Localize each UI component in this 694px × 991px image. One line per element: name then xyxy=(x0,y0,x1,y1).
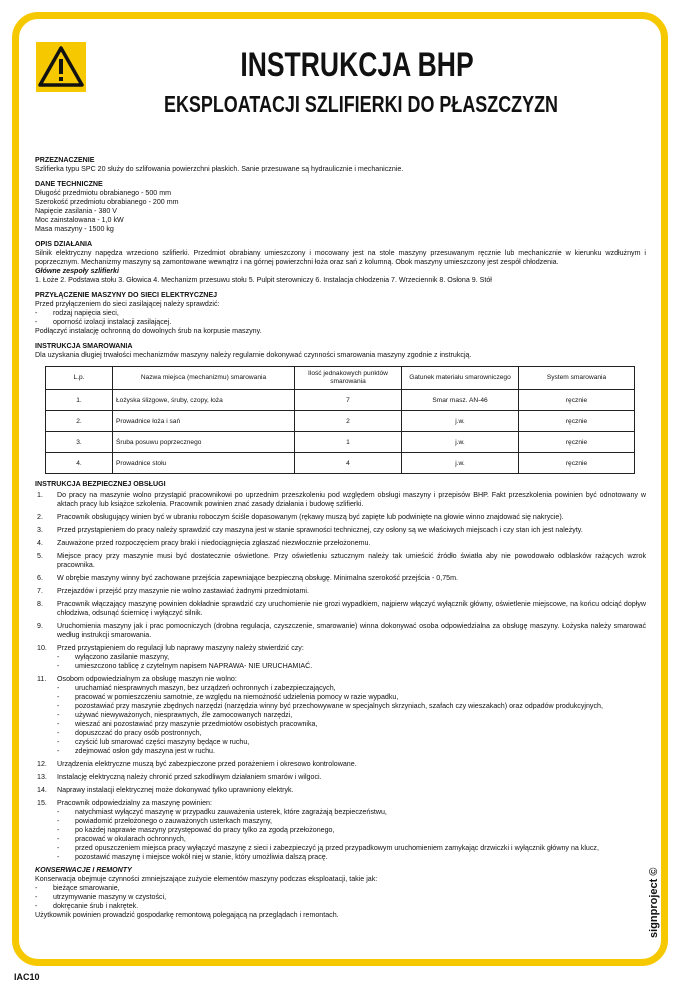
rule-item: 12. Urządzenia elektryczne muszą być zabezpieczone przed porażeniem i okresowo kontrolowane. xyxy=(37,760,357,768)
table-cell: 2. xyxy=(46,411,113,432)
section-heading: INSTRUKCJA BEZPIECZNEJ OBSŁUGI xyxy=(35,480,166,488)
paragraph: Podłączyć instalację ochronną do dowolnych śrub na korpusie maszyny. xyxy=(35,327,262,335)
paragraph: 1. Łoże 2. Podstawa stołu 3. Głowica 4. Mechanizm przesuwu stołu 5. Pulpit sterowniczy 6. Instalacja chłodzenia 7. Wrzeciennik 8. Osłona 9. Stół xyxy=(35,276,492,284)
table-cell: 1. xyxy=(46,390,113,411)
paragraph: Konserwacja obejmuje czynności zmniejszające zużycie elementów maszyny podczas eksploatacji, takie jak: xyxy=(35,875,378,883)
rule-item: 1. Do pracy na maszynie wolno przystąpić pracownikowi po uprzednim przeszkoleniu pod względem obsługi maszyny i przepisów BHP. Fakt przeszkolenia powinien być odnotowany w aktach pracy lub książce szkolenia. Pracownik powinien znać zasady działania i budowę szlifierki. xyxy=(37,491,646,508)
table-cell: 1 xyxy=(295,432,402,453)
table-cell: Prowadnice stołu xyxy=(113,453,295,474)
instruction-body xyxy=(35,150,646,920)
brand-label: signproject © xyxy=(648,867,660,938)
list-item: - wyłączono zasilanie maszyny, xyxy=(57,653,646,662)
section-heading: DANE TECHNICZNE xyxy=(35,180,103,188)
list-item: - przed opuszczeniem miejsca pracy wyłączyć maszynę z sieci i zabezpieczyć ją przed przypadkowym uruchomieniem zamykając drzwiczki i wyłącznik główny na klucz, xyxy=(57,844,646,853)
list-item: - rodzaj napięcia sieci, xyxy=(35,309,646,318)
table-cell: 4 xyxy=(295,453,402,474)
paragraph: Silnik elektryczny napędza wrzeciono szlifierki. Przedmiot obrabiany umieszczony i mocowany jest na stole maszyny przesuwanym ręcznie lub mechanicznie w kierunku wzdłużnym i poprzecznym. Mechanizmy maszyny są zamontowane wewnątrz i na górnej powierzchni łoża oraz sań z kolumną. Obok maszyny umieszczony jest zespół chłodzenia. xyxy=(35,249,646,266)
table-cell: Smar masz. AN-46 xyxy=(402,390,519,411)
table-cell: ręcznie xyxy=(519,411,635,432)
table-cell: j.w. xyxy=(402,411,519,432)
paragraph: Szlifierka typu SPC 20 służy do szlifowania powierzchni płaskich. Sanie przesuwane są hydraulicznie i mechanicznie. xyxy=(35,165,404,173)
paragraph: Przed przyłączeniem do sieci zasilającej należy sprawdzić: xyxy=(35,300,220,308)
table-cell: 3. xyxy=(46,432,113,453)
list-item: - natychmiast wyłączyć maszynę w przypadku zauważenia usterek, które zagrażają bezpieczeństwu, xyxy=(57,808,646,817)
section-heading: PRZEZNACZENIE xyxy=(35,156,95,164)
section-heading: KONSERWACJE I REMONTY xyxy=(35,866,132,874)
section-heading: INSTRUKCJA SMAROWANIA xyxy=(35,342,133,350)
table-cell: Prowadnice łoża i sań xyxy=(113,411,295,432)
section-heading: OPIS DZIAŁANIA xyxy=(35,240,93,248)
list-item: - używać niewyważonych, niesprawnych, źle zamocowanych narzędzi, xyxy=(57,711,646,720)
list-item: - oporność izolacji instalacji zasilającej. xyxy=(35,318,646,327)
tech-line: Szerokość przedmiotu obrabianego - 200 mm xyxy=(35,198,179,206)
list-item: - pozostawiać przy maszynie zbędnych narzędzi (narzędzia winny być przechowywane w specjalnych skrzyniach, szafach czy wieszakach) oraz odpadów produkcyjnych, xyxy=(57,702,646,711)
table-cell: ręcznie xyxy=(519,432,635,453)
rule-item: 2. Pracownik obsługujący winien być w ubraniu roboczym ściśle dopasowanym (rękawy muszą być zapięte lub podwinięte na głowie winno znajdować się nakrycie). xyxy=(37,513,564,521)
table-cell: ręcznie xyxy=(519,453,635,474)
paragraph: Dla uzyskania długiej trwałości mechanizmów maszyny należy regularnie dokonywać czynności smarowania maszyny zgodnie z instrukcją. xyxy=(35,351,472,359)
list-item: - bieżące smarowanie, xyxy=(35,884,646,893)
tech-line: Napięcie zasilania - 380 V xyxy=(35,207,118,215)
product-code: IAC10 xyxy=(14,972,40,982)
column-header: Ilość jednakowych punktów smarowania xyxy=(295,367,402,390)
table-row xyxy=(46,411,635,432)
table-cell: 4. xyxy=(46,453,113,474)
rule-item: 11. Osobom odpowiedzialnym za obsługę maszyn nie wolno: - uruchamiać niesprawnych maszyn, bez urządzeń ochronnych i zabezpieczających, - pracować w pomieszczeniu samotnie, ze względu na niemożność udzielenia pomocy w razie wypadku, - pozostawiać przy maszynie zbędnych narzędzi (narzędzia winny być przechowywane w specjalnych skrzyniach, szafach czy wieszakach) oraz odpadów produkcyjnych, - używać niewyważonych, niesprawnych, źle zamocowanych narzędzi, - wieszać ani pozostawiać przy maszynie przedmiotów osobistych pracownika, - dopuszczać do pracy osób postronnych, - czyścić lub smarować części maszyny będące w ruchu, - zdejmować osłon gdy maszyna jest w ruchu. xyxy=(35,675,646,756)
list-item: - pracować w pomieszczeniu samotnie, ze względu na niemożność udzielenia pomocy w razie wypadku, xyxy=(57,693,646,702)
paragraph: Użytkownik powinien prowadzić gospodarkę remontową polegającą na przeglądach i remontach. xyxy=(35,911,339,919)
column-header: System smarowania xyxy=(519,367,635,390)
list-item: - pracować w okularach ochronnych, xyxy=(57,835,646,844)
page-title: INSTRUKCJA BHP xyxy=(240,46,474,84)
table-header-row xyxy=(46,367,635,390)
tech-line: Masa maszyny - 1500 kg xyxy=(35,225,114,233)
tech-line: Długość przedmiotu obrabianego - 500 mm xyxy=(35,189,172,197)
list-item: - po każdej naprawie maszyny przystępować do pracy tylko za zgodą przełożonego, xyxy=(57,826,646,835)
list-item: - umieszczono tablicę z czytelnym napisem NAPRAWA- NIE URUCHAMIAĆ. xyxy=(57,662,646,671)
rule-item: 6. W obrębie maszyny winny być zachowane przejścia zapewniające bezpieczną obsługę. Minimalna szerokość przejścia - 0,75m. xyxy=(37,574,458,582)
list-item: - zdejmować osłon gdy maszyna jest w ruchu. xyxy=(57,747,646,756)
list-item: - dopuszczać do pracy osób postronnych, xyxy=(57,729,646,738)
list-item: - utrzymywanie maszyny w czystości, xyxy=(35,893,646,902)
list-item: - uruchamiać niesprawnych maszyn, bez urządzeń ochronnych i zabezpieczających, xyxy=(57,684,646,693)
rule-item: 5. Miejsce pracy przy maszynie musi być dostatecznie oświetlone. Przy oświetleniu sztucznym należy tak umieścić źródło światła aby nie powodowało odblasków rażących wzrok pracownika. xyxy=(37,552,646,569)
table-row xyxy=(46,390,635,411)
rule-item: 15. Pracownik odpowiedzialny za maszynę powinien: - natychmiast wyłączyć maszynę w przypadku zauważenia usterek, które zagrażają bezpieczeństwu, - powiadomić przełożonego o zauważonych usterkach maszyny, - po każdej naprawie maszyny przystępować do pracy tylko za zgodą przełożonego, - pracować w okularach ochronnych, - przed opuszczeniem miejsca pracy wyłączyć maszynę z sieci i zabezpieczyć ją przed przypadkowym uruchomieniem zamykając drzwiczki i wyłącznik główny na klucz, - pozostawić maszynę i miejsce wokół niej w stanie, który umożliwia dalszą pracę. xyxy=(35,799,646,862)
safety-rules xyxy=(35,491,646,862)
rule-item: 7. Przejazdów i przejść przy maszynie nie wolno zastawiać żadnymi przedmiotami. xyxy=(37,587,309,595)
rule-item: 9. Uruchomienia maszyny jak i prac pomocniczych (drobna regulacja, czyszczenie, smarowanie) winna dokonywać osoba odpowiedzialna za obsługę maszyny. Łożyska należy smarować według instrukcji smarowania. xyxy=(37,622,646,639)
rule-item: 14. Naprawy instalacji elektrycznej może dokonywać tylko uprawniony elektryk. xyxy=(37,786,294,794)
table-cell: 2 xyxy=(295,411,402,432)
rule-item: 4. Zauważone przed rozpoczęciem pracy braki i niedociągnięcia zgłaszać niezwłocznie przełożonemu. xyxy=(37,539,371,547)
page-subtitle: EKSPLOATACJI SZLIFIERKI DO PŁASZCZYZN xyxy=(163,91,559,117)
column-header: Nazwa miejsca (mechanizmu) smarowania xyxy=(113,367,295,390)
table-cell: 7 xyxy=(295,390,402,411)
section-heading: PRZYŁĄCZENIE MASZYNY DO SIECI ELEKTRYCZNEJ xyxy=(35,291,218,299)
column-header: L.p. xyxy=(46,367,113,390)
warning-triangle-icon xyxy=(36,42,86,92)
tech-line: Moc zainstalowana - 1,0 kW xyxy=(35,216,124,224)
lubrication-table xyxy=(45,366,635,474)
table-row xyxy=(46,453,635,474)
table-cell: Śruba posuwu poprzecznego xyxy=(113,432,295,453)
table-cell: ręcznie xyxy=(519,390,635,411)
rule-item: 8. Pracownik włączający maszynę powinien dokładnie sprawdzić czy uruchomienie nie grozi wypadkiem, najpierw włączyć wyłącznik główny, oświetlenie miejscowe, na końcu odciąć dopływ chłodziwa, odsunąć ściernicę i wyłączyć silnik. xyxy=(37,600,646,617)
list-item: - wieszać ani pozostawiać przy maszynie przedmiotów osobistych pracownika, xyxy=(57,720,646,729)
rule-item: 10. Przed przystąpieniem do regulacji lub naprawy maszyny należy stwierdzić czy: - wyłączono zasilanie maszyny, - umieszczono tablicę z czytelnym napisem NAPRAWA- NIE URUCHAMIAĆ. xyxy=(35,644,646,671)
subheading: Główne zespoły szlifierki xyxy=(35,267,119,275)
list-item: - dokręcanie śrub i nakrętek. xyxy=(35,902,646,911)
table-cell: Łożyska ślizgowe, śruby, czopy, łoża xyxy=(113,390,295,411)
list-item: - powiadomić przełożonego o zauważonych usterkach maszyny, xyxy=(57,817,646,826)
column-header: Gatunek materiału smarowniczego xyxy=(402,367,519,390)
rule-item: 3. Przed przystąpieniem do pracy należy sprawdzić czy maszyna jest w stanie sprawności technicznej, czy osłony są we właściwych miejscach i czy stan ich jest należyty. xyxy=(37,526,583,534)
list-item: - pozostawić maszynę i miejsce wokół niej w stanie, który umożliwia dalszą pracę. xyxy=(57,853,646,862)
table-cell: j.w. xyxy=(402,453,519,474)
list-item: - czyścić lub smarować części maszyny będące w ruchu, xyxy=(57,738,646,747)
table-cell: j.w. xyxy=(402,432,519,453)
table-row xyxy=(46,432,635,453)
rule-item: 13. Instalację elektryczną należy chronić przed szkodliwym działaniem smarów i wilgoci. xyxy=(37,773,322,781)
